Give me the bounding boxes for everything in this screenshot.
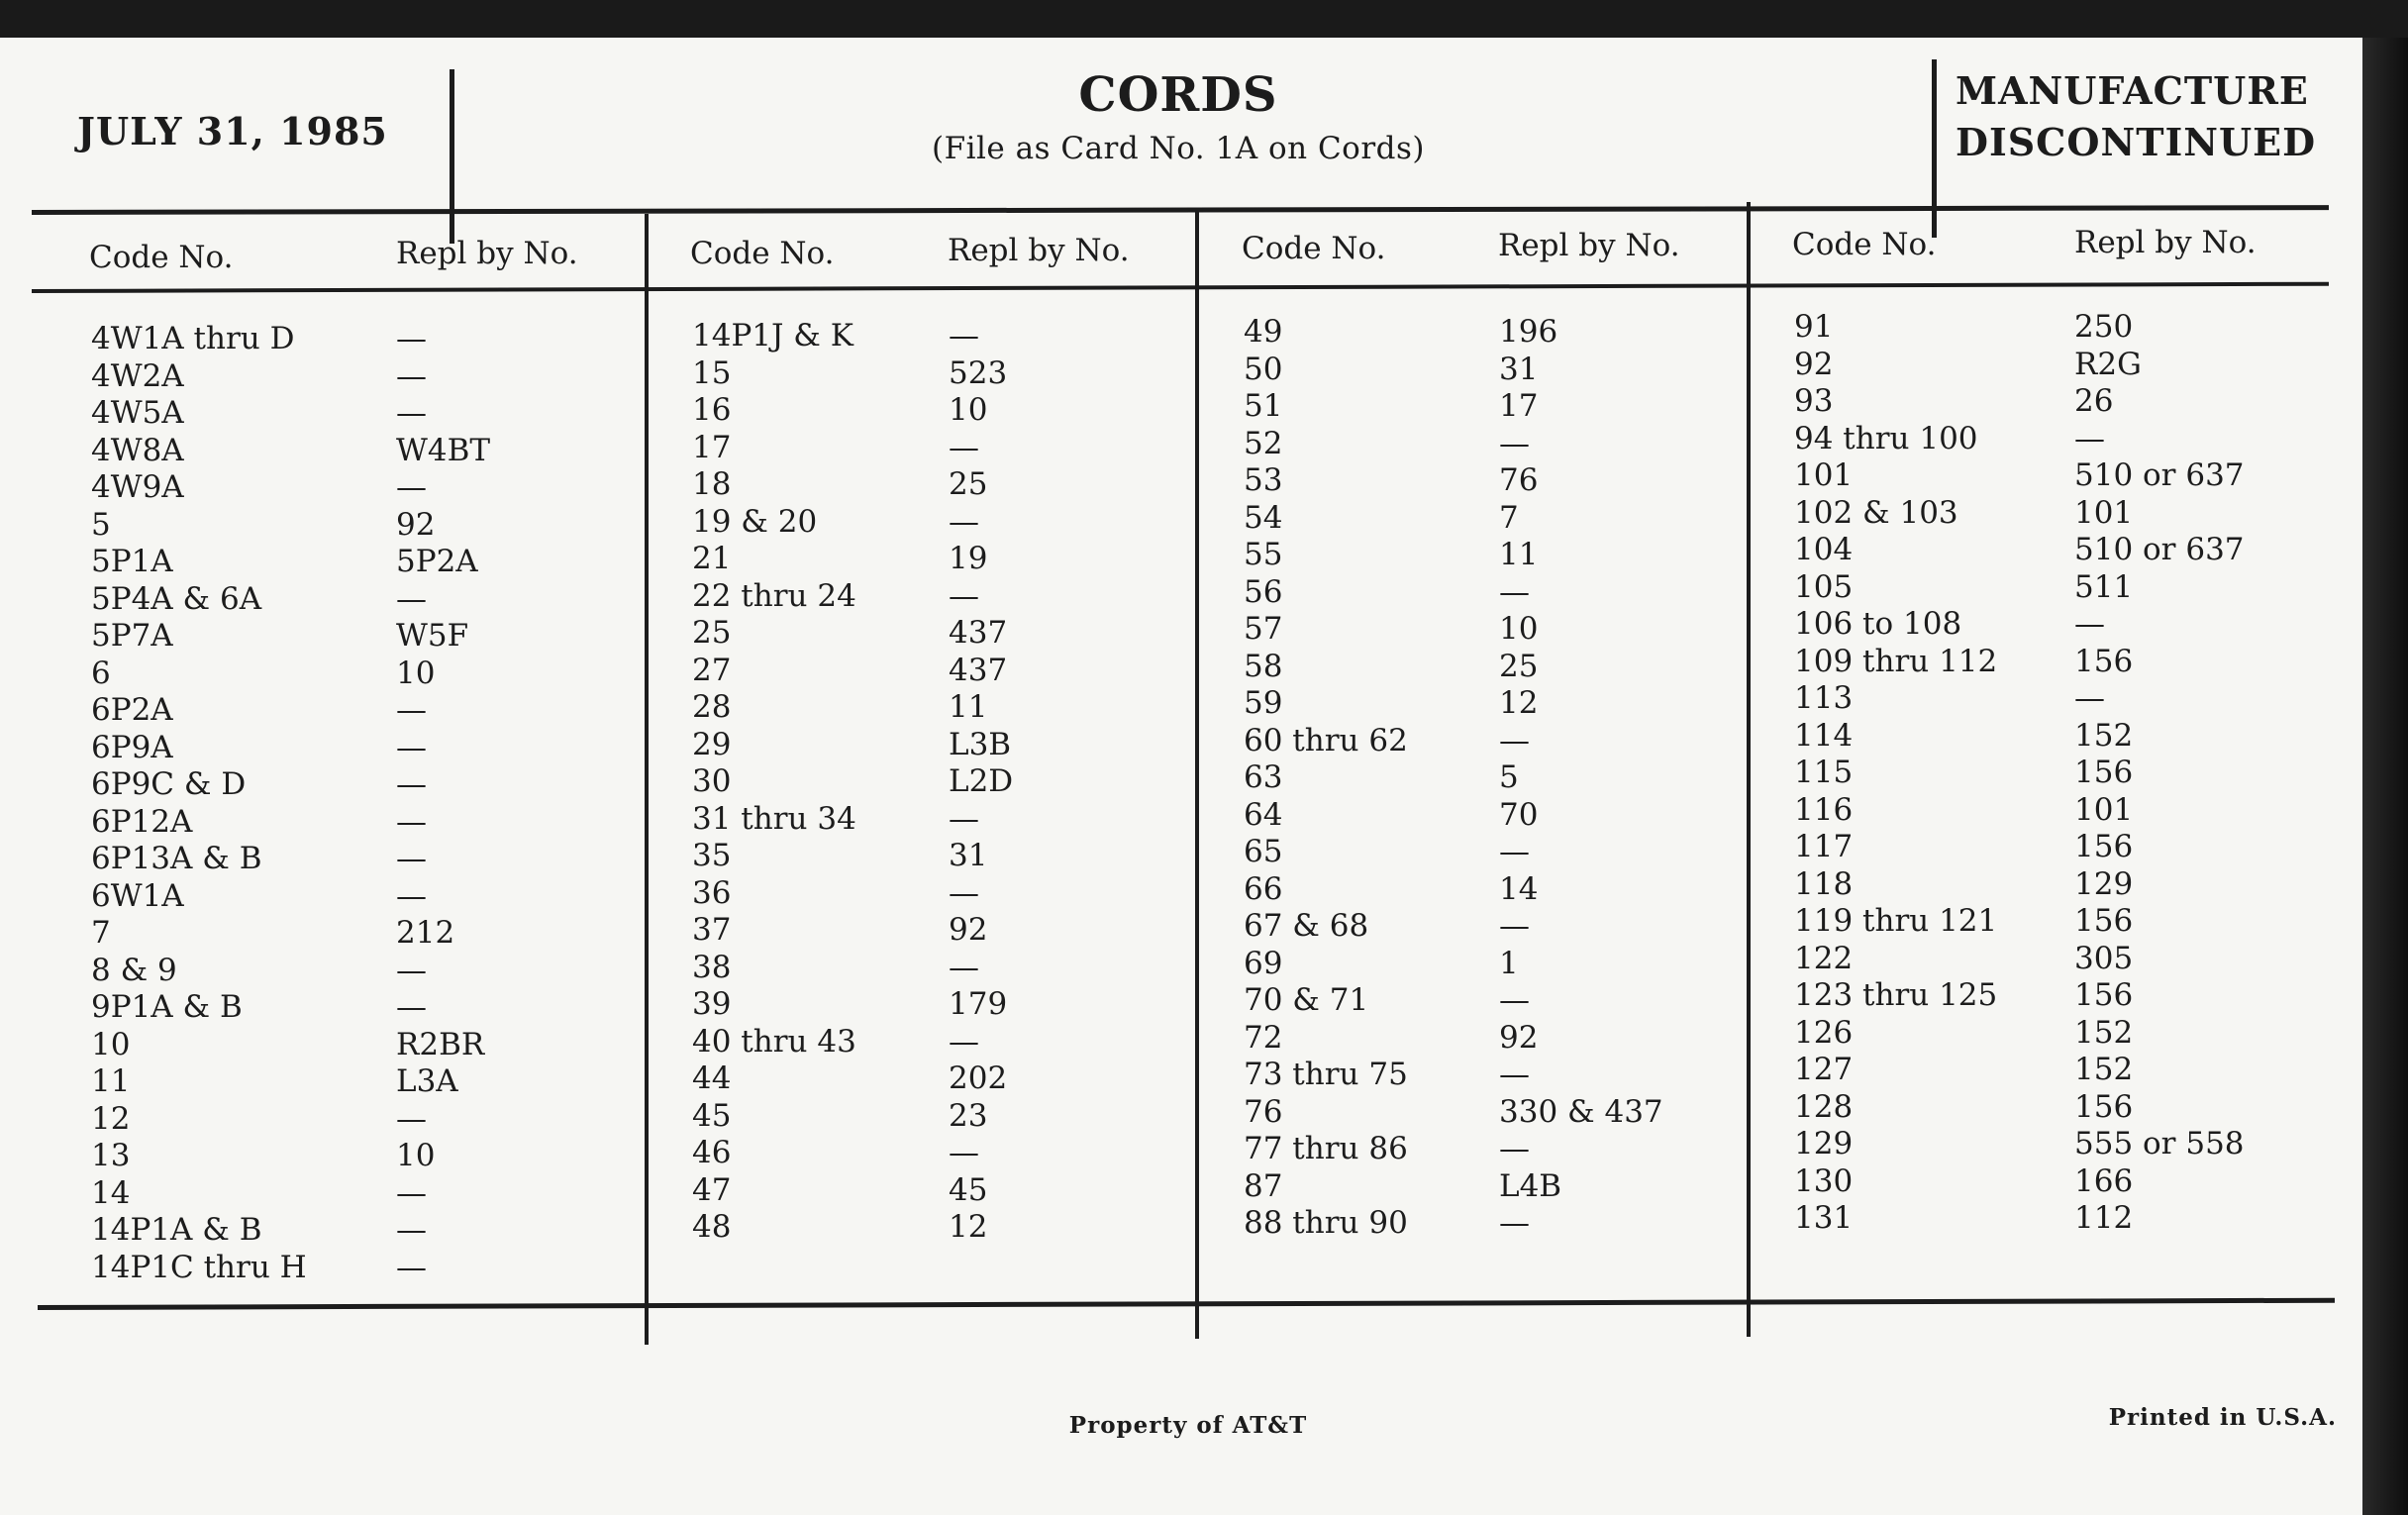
repl-cell: 14 (1499, 870, 1539, 907)
repl-cell: 10 (1499, 611, 1539, 647)
repl-cell: 112 (2074, 1200, 2134, 1236)
code-cell: 14P1A & B (91, 1212, 262, 1248)
repl-cell: 12 (949, 1209, 988, 1245)
repl-cell: 510 or 637 (2074, 532, 2245, 567)
repl-cell: — (949, 577, 979, 614)
code-cell: 66 (1244, 870, 1283, 907)
repl-cell: 76 (1499, 462, 1539, 498)
repl-cell: — (396, 357, 427, 394)
repl-cell: — (1499, 1131, 1530, 1166)
code-cell: 50 (1244, 351, 1283, 387)
repl-cell: — (2074, 420, 2105, 456)
code-cell: 39 (692, 986, 732, 1022)
code-cell: 36 (692, 874, 732, 911)
code-cell: 64 (1244, 796, 1283, 833)
repl-cell: 5P2A (396, 544, 478, 579)
code-cell: 5P7A (91, 618, 173, 654)
code-cell: 116 (1794, 791, 1854, 828)
repl-cell: 196 (1499, 314, 1558, 350)
repl-cell: 166 (2074, 1162, 2134, 1199)
card-subtitle: (File as Card No. 1A on Cords) (931, 131, 1426, 166)
header-divider-left (450, 69, 454, 244)
repl-cell: — (396, 989, 427, 1025)
column-4-codes (1794, 309, 1997, 1238)
repl-cell: — (949, 1023, 979, 1060)
code-cell: 37 (692, 912, 732, 948)
code-cell: 17 (692, 429, 732, 465)
code-cell: 14 (91, 1174, 131, 1211)
repl-cell: 179 (949, 986, 1008, 1022)
code-cell: 113 (1794, 680, 1854, 716)
status-line-2: DISCONTINUED (1956, 120, 2317, 164)
repl-cell: — (1499, 425, 1530, 461)
code-cell: 72 (1244, 1019, 1283, 1056)
code-cell: 30 (692, 763, 732, 799)
repl-cell: 156 (2074, 903, 2134, 939)
code-cell: 6W1A (91, 877, 184, 914)
repl-cell: L3A (396, 1063, 458, 1099)
code-cell: 129 (1794, 1126, 1854, 1162)
repl-cell: — (396, 952, 427, 988)
code-cell: 122 (1794, 940, 1854, 976)
property-notice: Property of AT&T (1068, 1412, 1308, 1439)
status-block (1956, 65, 2352, 168)
code-cell: 27 (692, 652, 732, 688)
status-line-1: MANUFACTURE (1956, 68, 2309, 113)
code-cell: 8 & 9 (91, 952, 177, 988)
repl-cell: 437 (949, 652, 1008, 688)
code-cell: 57 (1244, 611, 1283, 647)
repl-cell: 11 (1499, 537, 1539, 572)
code-cell: 114 (1794, 717, 1854, 754)
repl-cell: 10 (396, 655, 436, 691)
repl-cell: 156 (2074, 829, 2134, 864)
repl-cell: R2BR (396, 1026, 485, 1062)
code-cell: 49 (1244, 314, 1283, 350)
repl-cell: 45 (949, 1171, 988, 1208)
column-4-code-header: Code No. (1792, 227, 1937, 262)
code-cell: 6 (91, 655, 111, 691)
repl-cell: 156 (2074, 643, 2134, 679)
repl-cell: 101 (2074, 791, 2134, 828)
repl-cell: 25 (1499, 648, 1539, 684)
repl-cell: R2G (2074, 346, 2142, 382)
repl-cell: 212 (396, 915, 455, 951)
code-cell: 4W1A thru D (91, 321, 295, 356)
code-cell: 44 (692, 1060, 732, 1096)
code-cell: 63 (1244, 759, 1283, 795)
repl-cell: — (949, 949, 979, 985)
code-cell: 58 (1244, 648, 1283, 684)
code-cell: 91 (1794, 309, 1834, 345)
repl-cell: — (396, 1249, 427, 1285)
column-3-codes (1244, 314, 1408, 1243)
repl-cell: — (2074, 606, 2105, 642)
code-cell: 59 (1244, 685, 1283, 721)
repl-cell: 202 (949, 1060, 1008, 1096)
code-cell: 65 (1244, 834, 1283, 869)
code-cell: 25 (692, 615, 732, 651)
column-2-code-header: Code No. (690, 236, 835, 271)
repl-cell: — (1499, 834, 1530, 869)
column-2-codes (692, 318, 856, 1247)
code-cell: 70 & 71 (1244, 982, 1369, 1018)
repl-cell: L4B (1499, 1167, 1562, 1204)
code-cell: 48 (692, 1209, 732, 1245)
repl-cell: — (949, 800, 979, 837)
code-cell: 15 (692, 354, 732, 391)
code-cell: 40 thru 43 (692, 1023, 856, 1060)
repl-cell: — (1499, 982, 1530, 1018)
code-cell: 19 & 20 (692, 503, 818, 540)
repl-cell: — (1499, 908, 1530, 944)
code-cell: 16 (692, 392, 732, 428)
column-1-repl-header: Repl by No. (396, 236, 578, 271)
repl-cell: 510 or 637 (2074, 457, 2245, 493)
column-4-repls (2074, 309, 2245, 1238)
repl-cell: — (396, 692, 427, 728)
repl-cell: 23 (949, 1097, 988, 1134)
bottom-rule (38, 1298, 2335, 1310)
code-cell: 123 thru 125 (1794, 977, 1998, 1013)
code-cell: 53 (1244, 462, 1283, 498)
repl-cell: 152 (2074, 1052, 2134, 1087)
column-1-codes (91, 321, 307, 1286)
repl-cell: — (396, 1174, 427, 1211)
code-cell: 76 (1244, 1093, 1283, 1130)
repl-cell: 25 (949, 466, 988, 502)
code-cell: 5P4A & 6A (91, 580, 262, 617)
repl-cell: 10 (396, 1138, 436, 1173)
column-2-repl-header: Repl by No. (948, 233, 1130, 268)
code-cell: 106 to 108 (1794, 606, 1962, 642)
repl-cell: — (396, 1100, 427, 1137)
header-rule (32, 205, 2329, 215)
code-cell: 56 (1244, 573, 1283, 610)
code-cell: 4W2A (91, 357, 184, 394)
code-cell: 51 (1244, 388, 1283, 424)
code-cell: 128 (1794, 1088, 1854, 1125)
column-divider-1 (645, 214, 649, 1345)
column-divider-2 (1195, 208, 1199, 1339)
code-cell: 47 (692, 1171, 732, 1208)
repl-cell: — (2074, 680, 2105, 716)
repl-cell: L3B (949, 726, 1012, 762)
repl-cell: — (396, 321, 427, 356)
repl-cell: 511 (2074, 568, 2134, 605)
repl-cell: 156 (2074, 1088, 2134, 1125)
code-cell: 60 thru 62 (1244, 722, 1408, 758)
code-cell: 69 (1244, 945, 1283, 981)
repl-cell: 70 (1499, 796, 1539, 833)
repl-cell: 156 (2074, 755, 2134, 790)
code-cell: 13 (91, 1138, 131, 1173)
repl-cell: 250 (2074, 309, 2134, 345)
code-cell: 101 (1794, 457, 1854, 493)
repl-cell: — (1499, 722, 1530, 758)
repl-cell: 330 & 437 (1499, 1093, 1663, 1130)
code-cell: 28 (692, 689, 732, 725)
code-cell: 88 thru 90 (1244, 1205, 1408, 1241)
code-cell: 4W8A (91, 432, 184, 468)
code-cell: 104 (1794, 532, 1854, 567)
printed-notice: Printed in U.S.A. (2108, 1404, 2337, 1431)
repl-cell: 10 (949, 392, 988, 428)
column-4-repl-header: Repl by No. (2074, 225, 2257, 260)
code-cell: 55 (1244, 537, 1283, 572)
code-cell: 6P13A & B (91, 841, 262, 876)
code-cell: 131 (1794, 1200, 1854, 1236)
code-cell: 46 (692, 1135, 732, 1170)
repl-cell: 555 or 558 (2074, 1126, 2245, 1162)
repl-cell: — (396, 841, 427, 876)
code-cell: 4W9A (91, 469, 184, 505)
repl-cell: — (949, 429, 979, 465)
code-cell: 94 thru 100 (1794, 420, 1978, 456)
code-cell: 14P1J & K (692, 318, 853, 354)
repl-cell: W5F (396, 618, 469, 654)
code-cell: 14P1C thru H (91, 1249, 307, 1285)
repl-cell: 31 (1499, 351, 1539, 387)
code-cell: 54 (1244, 499, 1283, 536)
code-cell: 127 (1794, 1052, 1854, 1087)
repl-cell: — (1499, 1057, 1530, 1092)
card-title: CORDS (1078, 67, 1278, 123)
code-cell: 119 thru 121 (1794, 903, 1998, 939)
column-1-repls (396, 321, 490, 1286)
code-cell: 45 (692, 1097, 732, 1134)
code-cell: 115 (1794, 755, 1854, 790)
card-date: JULY 31, 1985 (77, 109, 388, 153)
repl-cell: 92 (949, 912, 988, 948)
code-cell: 9P1A & B (91, 989, 243, 1025)
repl-cell: 92 (1499, 1019, 1539, 1056)
code-cell: 22 thru 24 (692, 577, 856, 614)
repl-cell: L2D (949, 763, 1014, 799)
repl-cell: — (949, 1135, 979, 1170)
repl-cell: 1 (1499, 945, 1519, 981)
code-cell: 29 (692, 726, 732, 762)
column-3-repl-header: Repl by No. (1498, 228, 1680, 263)
code-cell: 67 & 68 (1244, 908, 1369, 944)
code-cell: 77 thru 86 (1244, 1131, 1408, 1166)
repl-cell: — (949, 503, 979, 540)
repl-cell: 7 (1499, 499, 1519, 536)
code-cell: 87 (1244, 1167, 1283, 1204)
column-1-code-header: Code No. (89, 240, 234, 275)
repl-cell: 152 (2074, 1014, 2134, 1051)
code-cell: 6P9C & D (91, 766, 247, 802)
repl-cell: — (396, 877, 427, 914)
repl-cell: 31 (949, 838, 988, 873)
code-cell: 6P12A (91, 803, 193, 840)
scan-edge (2362, 38, 2408, 1515)
repl-cell: 11 (949, 689, 988, 725)
code-cell: 118 (1794, 865, 1854, 902)
code-cell: 11 (91, 1063, 131, 1099)
repl-cell: — (396, 1212, 427, 1248)
repl-cell: — (1499, 1205, 1530, 1241)
repl-cell: — (949, 874, 979, 911)
code-cell: 52 (1244, 425, 1283, 461)
column-3-code-header: Code No. (1242, 231, 1386, 266)
code-cell: 18 (692, 466, 732, 502)
repl-cell: 305 (2074, 940, 2134, 976)
repl-cell: 5 (1499, 759, 1519, 795)
code-cell: 130 (1794, 1162, 1854, 1199)
code-cell: 5P1A (91, 544, 173, 579)
repl-cell: 437 (949, 615, 1008, 651)
code-cell: 10 (91, 1026, 131, 1062)
repl-cell: 523 (949, 354, 1008, 391)
code-cell: 35 (692, 838, 732, 873)
code-cell: 73 thru 75 (1244, 1057, 1408, 1092)
repl-cell: — (396, 803, 427, 840)
repl-cell: 129 (2074, 865, 2134, 902)
code-cell: 7 (91, 915, 111, 951)
code-cell: 6P2A (91, 692, 173, 728)
repl-cell: 12 (1499, 685, 1539, 721)
repl-cell: — (1499, 573, 1530, 610)
record-card (0, 38, 2362, 1515)
code-cell: 38 (692, 949, 732, 985)
code-cell: 92 (1794, 346, 1834, 382)
code-cell: 105 (1794, 568, 1854, 605)
code-cell: 109 thru 112 (1794, 643, 1998, 679)
code-cell: 4W5A (91, 395, 184, 431)
code-cell: 21 (692, 541, 732, 576)
repl-cell: 156 (2074, 977, 2134, 1013)
code-cell: 93 (1794, 383, 1834, 419)
repl-cell: 152 (2074, 717, 2134, 754)
code-cell: 12 (91, 1100, 131, 1137)
code-cell: 102 & 103 (1794, 494, 1958, 531)
repl-cell: — (396, 766, 427, 802)
repl-cell: — (396, 729, 427, 765)
column-header-rule (32, 282, 2329, 293)
repl-cell: 19 (949, 541, 988, 576)
column-2-repls (949, 318, 1013, 1247)
repl-cell: W4BT (396, 432, 491, 468)
header-divider-right (1932, 59, 1937, 238)
column-3-repls (1499, 314, 1663, 1243)
repl-cell: — (396, 469, 427, 505)
repl-cell: — (396, 580, 427, 617)
code-cell: 117 (1794, 829, 1854, 864)
repl-cell: — (396, 395, 427, 431)
code-cell: 5 (91, 506, 111, 543)
column-divider-3 (1747, 202, 1751, 1337)
repl-cell: — (949, 318, 979, 354)
code-cell: 126 (1794, 1014, 1854, 1051)
repl-cell: 101 (2074, 494, 2134, 531)
code-cell: 6P9A (91, 729, 173, 765)
repl-cell: 26 (2074, 383, 2114, 419)
code-cell: 31 thru 34 (692, 800, 856, 837)
repl-cell: 92 (396, 506, 436, 543)
repl-cell: 17 (1499, 388, 1539, 424)
